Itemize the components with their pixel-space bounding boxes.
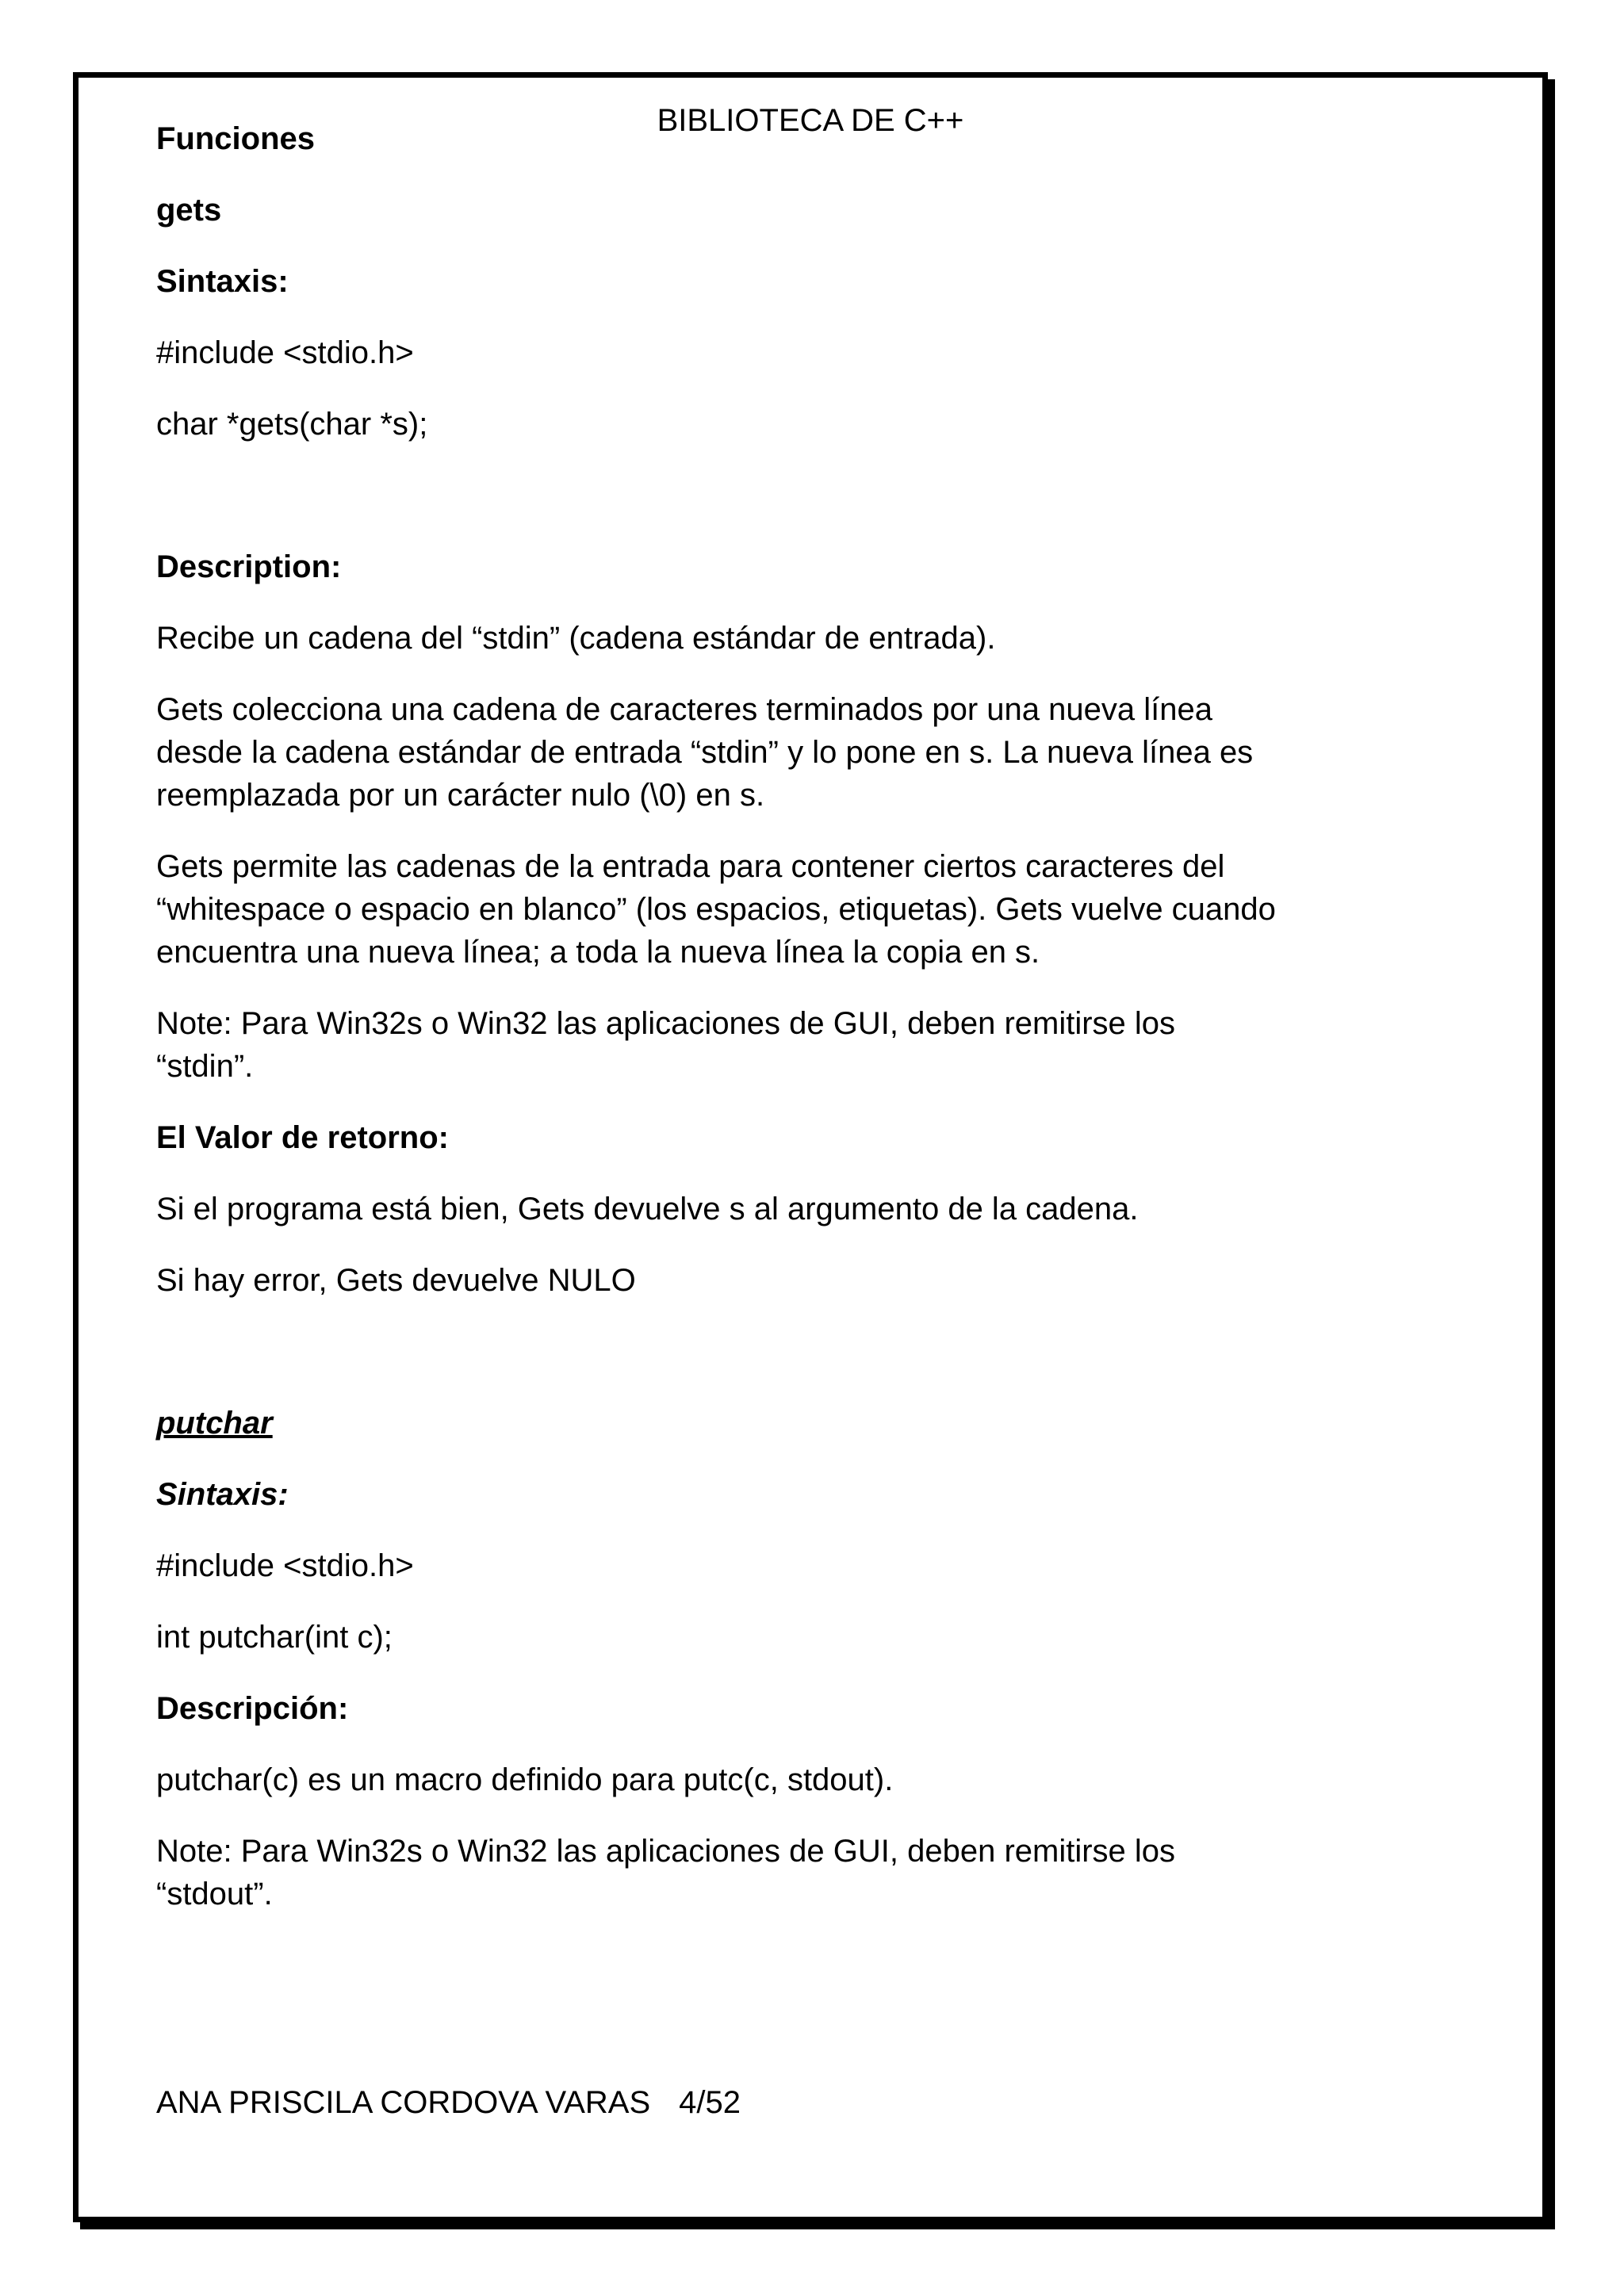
- putchar-prototype: int putchar(int c);: [156, 1620, 393, 1655]
- putchar-paragraph: putchar(c) es un macro definido para putc(c, stdout).: [156, 1762, 894, 1797]
- gets-paragraph: Recibe un cadena del “stdin” (cadena estándar de entrada).: [156, 621, 996, 656]
- spacer: [156, 474, 1393, 545]
- gets-include-line: #include <stdio.h>: [156, 335, 414, 370]
- page-footer: [156, 2084, 741, 2122]
- section-title: Funciones: [156, 121, 316, 156]
- putchar-function-name: putchar: [156, 1406, 273, 1441]
- gets-return-line: Si hay error, Gets devuelve NULO: [156, 1263, 636, 1298]
- gets-return-heading: El Valor de retorno:: [156, 1120, 449, 1155]
- gets-syntax-heading: Sintaxis:: [156, 264, 289, 299]
- spacer: [156, 1330, 1393, 1402]
- putchar-syntax-heading: Sintaxis:: [156, 1477, 289, 1512]
- putchar-note: Note: Para Win32s o Win32 las aplicaciones de GUI, deben remitirse los “stdout”.: [156, 1834, 1176, 1911]
- gets-paragraph: Gets colecciona una cadena de caracteres terminados por una nueva línea desde la cadena estándar de entrada “stdin” y lo pone en s. La nueva línea es reemplazada por un carácter nulo (\0) en s.: [156, 692, 1254, 813]
- page-number: 4/52: [679, 2085, 741, 2120]
- gets-function-name: gets: [156, 193, 222, 228]
- document-body: [156, 117, 1393, 1944]
- gets-note: Note: Para Win32s o Win32 las aplicaciones de GUI, deben remitirse los “stdin”.: [156, 1006, 1176, 1084]
- gets-paragraph: Gets permite las cadenas de la entrada para contener ciertos caracteres del “whitespace o espacio en blanco” (los espacios, etiquetas). Gets vuelve cuando encuentra una nueva línea; a toda la nueva línea la copia en s.: [156, 849, 1276, 970]
- page-header: BIBLIOTECA DE C++: [657, 103, 964, 138]
- putchar-description-heading: Descripción:: [156, 1691, 349, 1726]
- putchar-include-line: #include <stdio.h>: [156, 1548, 414, 1583]
- gets-prototype: char *gets(char *s);: [156, 407, 428, 442]
- gets-return-line: Si el programa está bien, Gets devuelve s al argumento de la cadena.: [156, 1192, 1139, 1226]
- footer-author: ANA PRISCILA CORDOVA VARAS: [156, 2085, 651, 2120]
- gets-description-heading: Description:: [156, 549, 342, 584]
